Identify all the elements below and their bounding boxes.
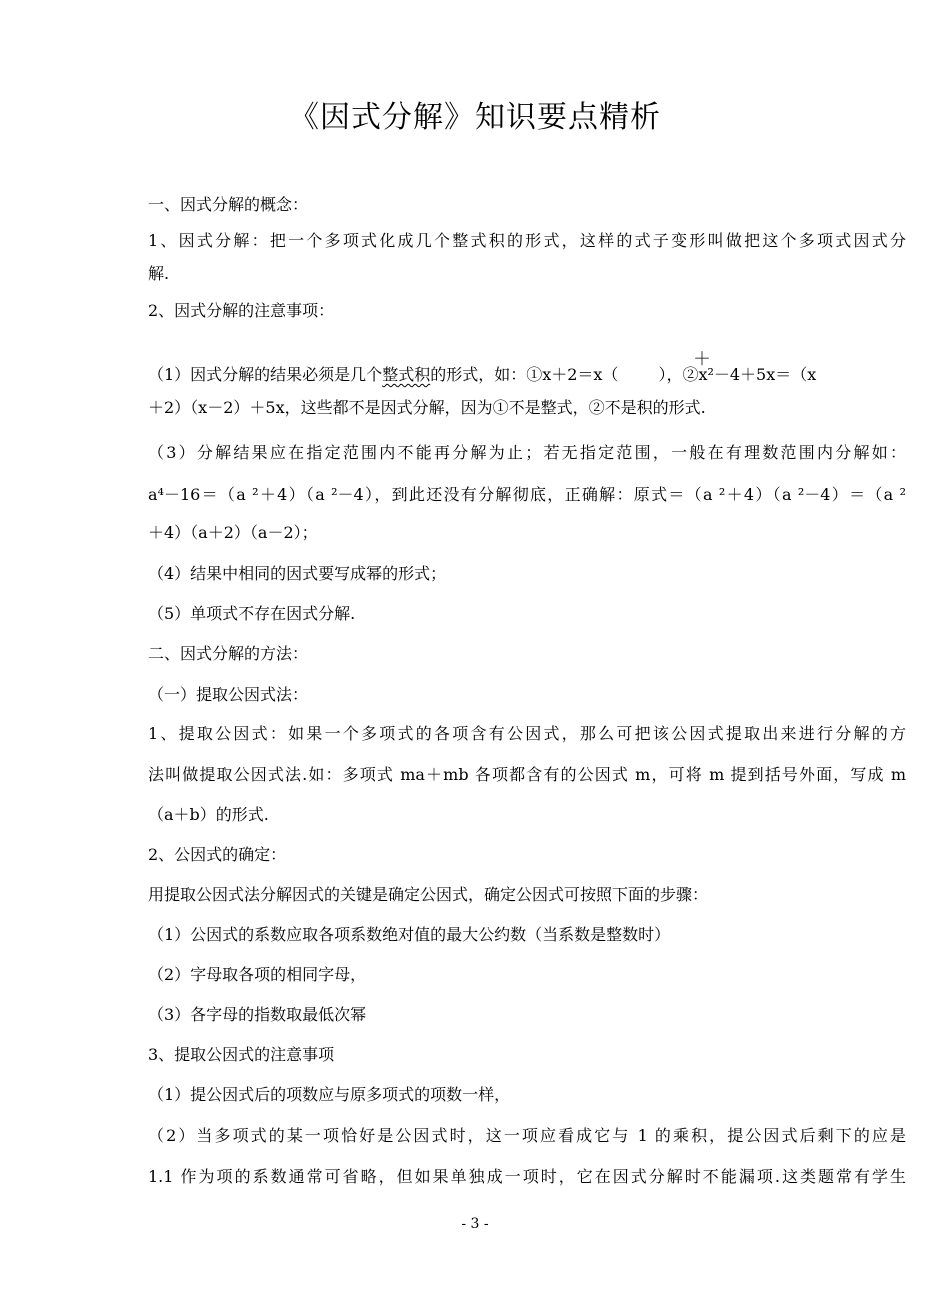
definition-line-2: 解. [148,264,170,283]
note-1-end: ），②x²－4＋5x＝（x [658,365,817,384]
method-1-heading: （一）提取公因式法： [148,685,309,704]
note-1-post: 的形式，如：①x＋2＝x（ [430,365,619,384]
page-number: - 3 - [461,1216,489,1232]
step-2: （2）字母取各项的相同字母， [148,965,367,984]
note-3-line-1: （3）分解结果应在指定范围内不能再分解为止；若无指定范围，一般在有理数范围内分解如： [148,443,906,462]
notes-heading: 2、因式分解的注意事项： [148,301,335,320]
item-1-line-1: 1、提取公因式：如果一个多项式的各项含有公因式，那么可把该公因式提取出来进行分解的方 [148,724,906,743]
section2-heading: 二、因式分解的方法： [148,644,309,663]
item-2-desc: 用提取公因式法分解因式的关键是确定公因式，确定公因式可按照下面的步骤： [148,885,709,904]
item-2-heading: 2、公因式的确定： [148,845,287,864]
note-4: （4）结果中相同的因式要写成幂的形式； [148,564,447,583]
section1-heading: 一、因式分解的概念： [148,195,309,214]
item-1-line-3: （a＋b）的形式. [148,805,269,824]
caution-2-line-2: 1.1 作为项的系数通常可省略，但如果单独成一项时，它在因式分解时不能漏项.这类题常有学生 [148,1167,906,1186]
page-title: 《因式分解》知识要点精析 [289,100,661,135]
note-3-line-2: a⁴－16＝（a ²＋4）（a ²－4），到此还没有分解彻底，正确解：原式＝（a ²＋4）（a ²－4）＝（a ² [148,485,906,504]
note-3-line-3: ＋4）（a＋2）（a－2）； [148,523,318,542]
item-1-line-2: 法叫做提取公因式法.如：多项式 ma＋mb 各项都含有的公因式 m，可将 m 提到括号外面，写成 m [148,765,906,784]
caution-1: （1）提公因式后的项数应与原多项式的项数一样， [148,1085,511,1104]
step-1: （1）公因式的系数应取各项系数绝对值的最大公约数（当系数是整数时） [148,925,671,944]
definition-line-1: 1、因式分解：把一个多项式化成几个整式积的形式，这样的式子变形叫做把这个多项式因式分 [148,231,906,250]
item-3-heading: 3、提取公因式的注意事项 [148,1045,335,1064]
floating-plus: ＋ [693,349,711,370]
wavy-underlined-text: 整式积 [382,365,431,384]
step-3: （3）各字母的指数取最低次幂 [148,1005,367,1024]
note-1-line-1 [148,364,906,386]
note-1-line-2: ＋2）（x－2）＋5x，这些都不是因式分解，因为①不是整式，②不是积的形式. [148,398,706,417]
caution-2-line-1: （2）当多项式的某一项恰好是公因式时，这一项应看成它与 1 的乘积，提公因式后剩下的应是 [148,1126,906,1145]
note-1-pre: （1）因式分解的结果必须是几个 [148,365,383,384]
note-5: （5）单项式不存在因式分解. [148,604,356,623]
